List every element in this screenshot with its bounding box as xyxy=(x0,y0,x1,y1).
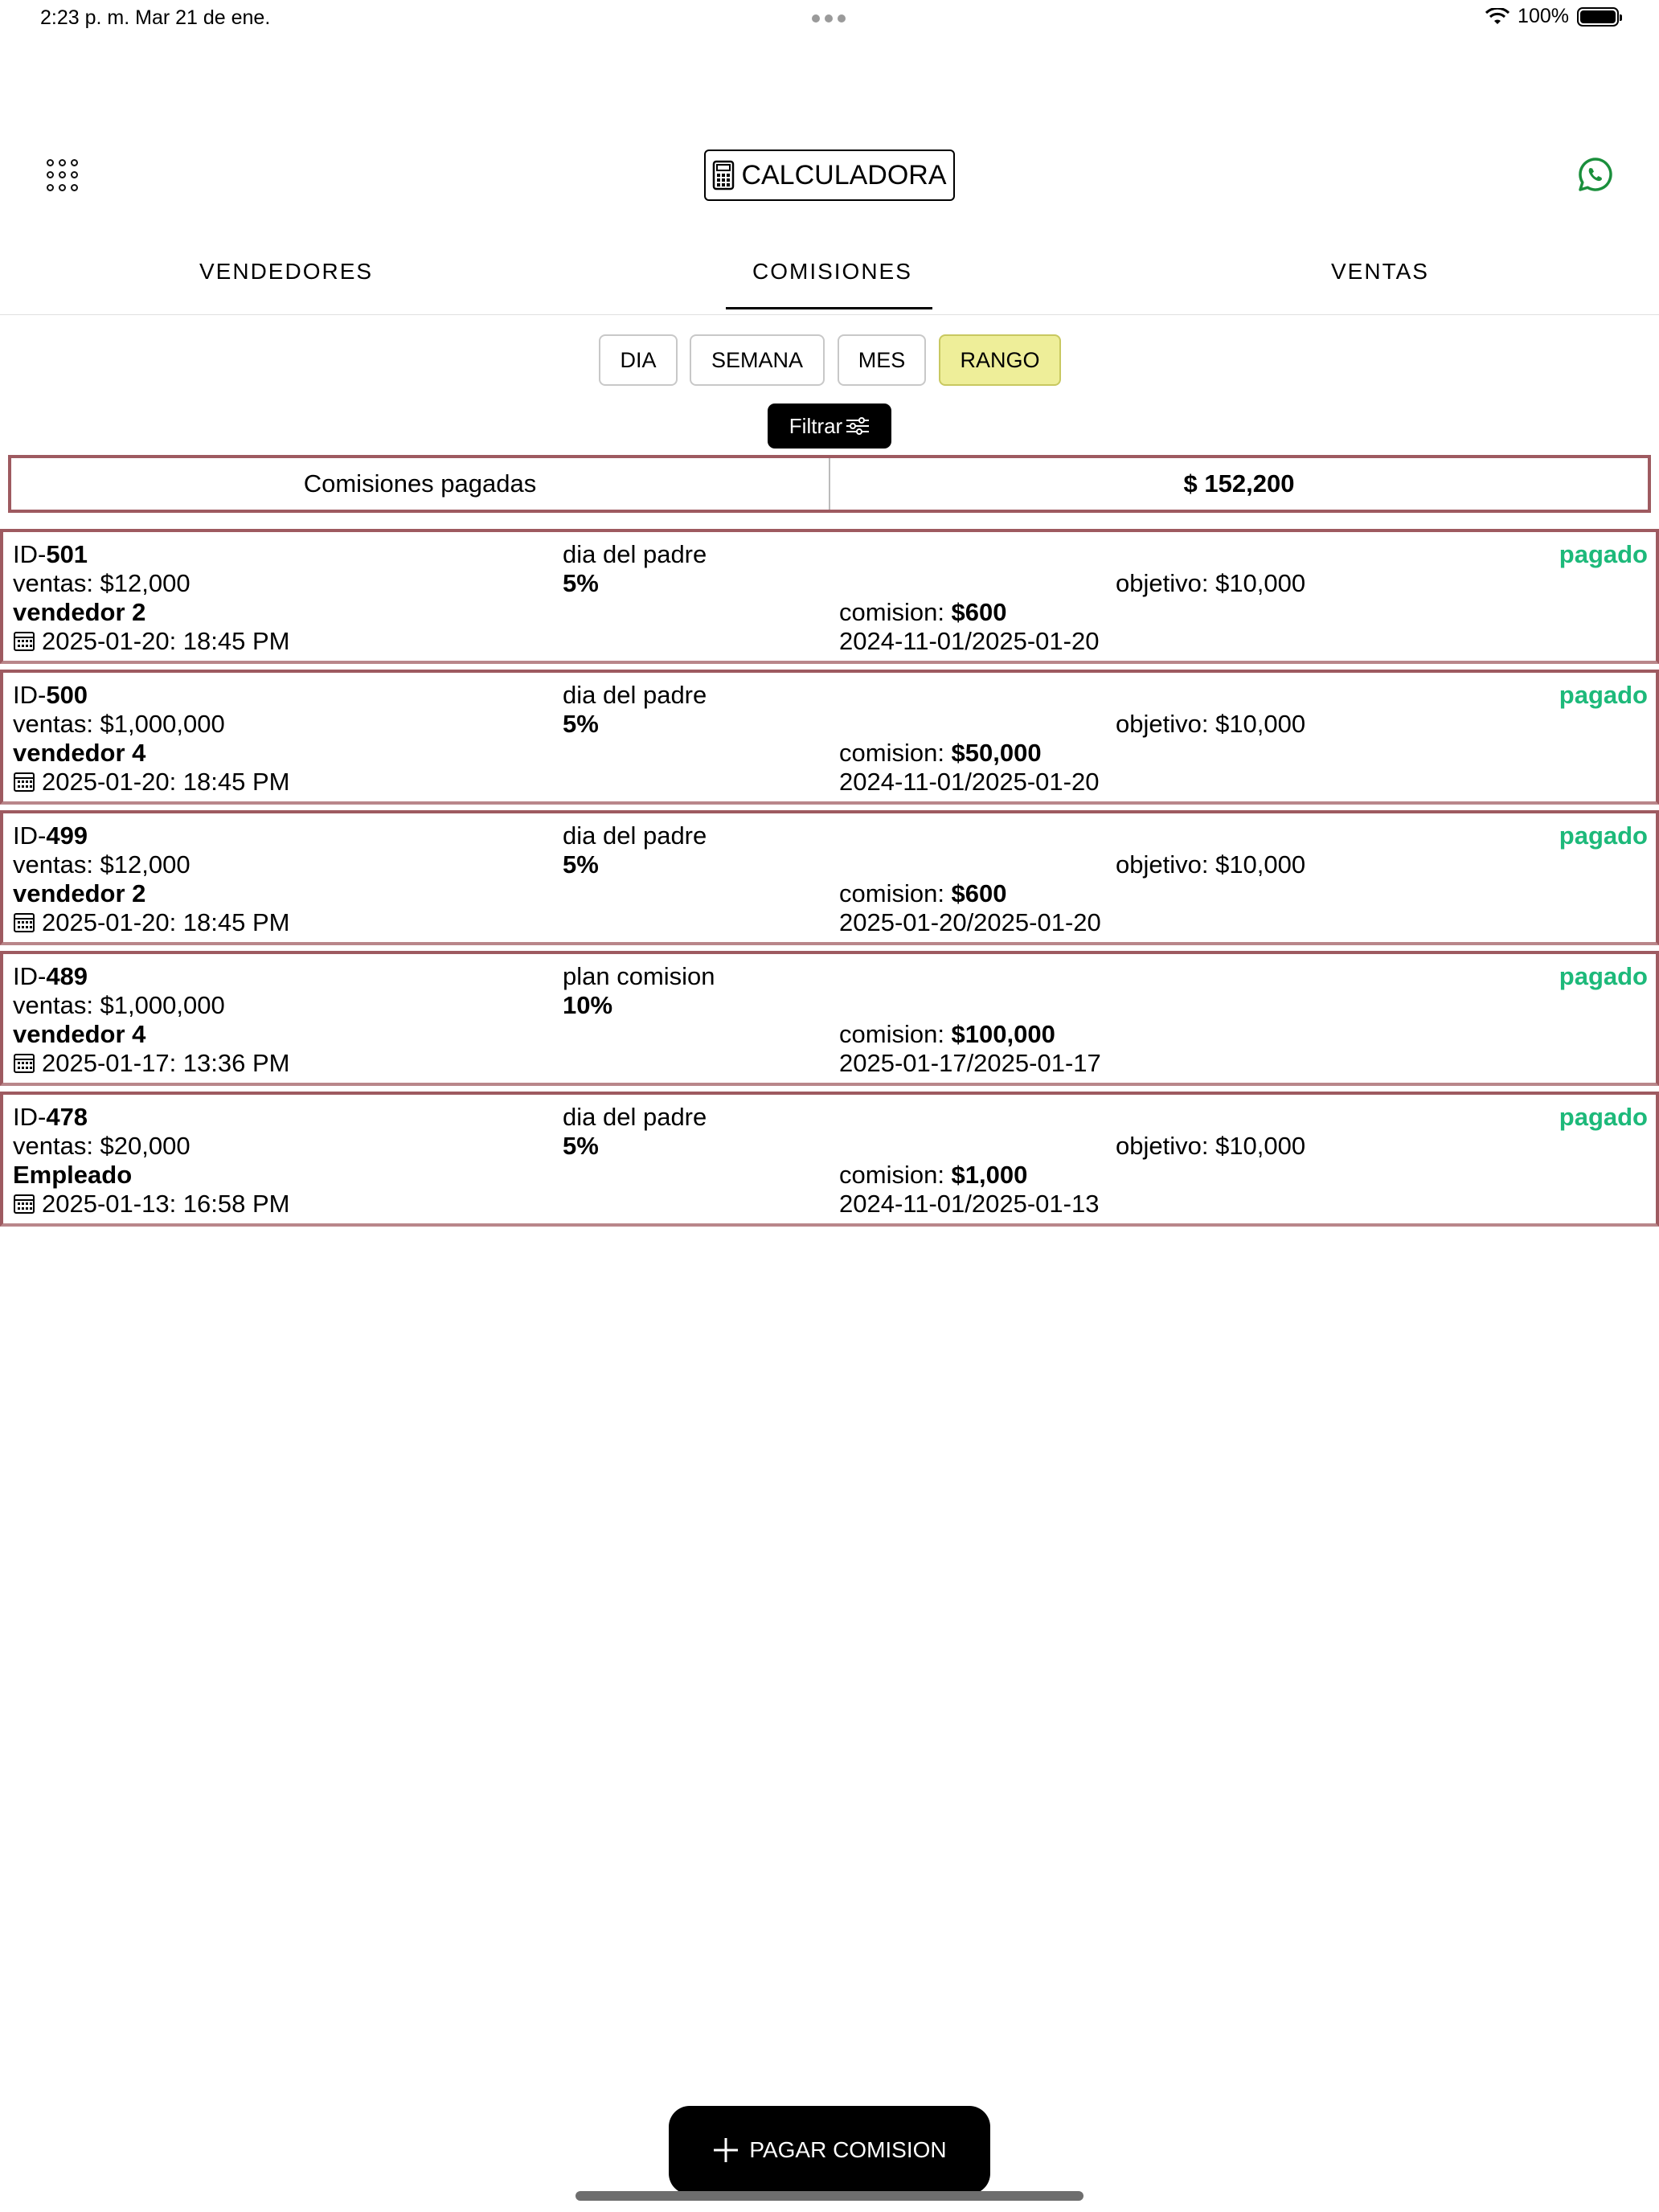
objective-amount: objetivo: $10,000 xyxy=(1116,710,1306,738)
period-rango-button[interactable]: RANGO xyxy=(939,334,1061,386)
seller-name: vendedor 4 xyxy=(13,1020,146,1048)
status-badge: pagado xyxy=(1559,821,1648,850)
whatsapp-icon[interactable] xyxy=(1577,156,1614,193)
date-text: 2025-01-20: 18:45 PM xyxy=(42,627,290,655)
calendar-icon xyxy=(13,629,35,652)
date-range: 2024-11-01/2025-01-20 xyxy=(839,627,1100,655)
seller-name: vendedor 2 xyxy=(13,879,146,907)
calculator-button[interactable] xyxy=(704,150,955,201)
status-bar xyxy=(0,0,1659,40)
period-selector xyxy=(0,334,1659,386)
commission-card[interactable] xyxy=(0,1092,1659,1227)
commission-id xyxy=(13,962,290,991)
id-number: 489 xyxy=(46,962,88,990)
tab-vendedores[interactable]: VENDEDORES xyxy=(199,259,374,284)
commission-amount xyxy=(839,739,1099,797)
commission-value: $600 xyxy=(951,598,1007,626)
commission-id xyxy=(13,681,290,710)
active-tab-indicator xyxy=(726,307,932,309)
commission-label: comision: xyxy=(839,739,952,767)
commission-list xyxy=(0,529,1659,1232)
commission-card[interactable] xyxy=(0,810,1659,945)
commission-value: $100,000 xyxy=(951,1020,1055,1048)
id-number: 500 xyxy=(46,681,88,709)
commission-label: comision: xyxy=(839,879,952,907)
plus-icon xyxy=(712,2136,739,2164)
header xyxy=(0,121,1659,233)
commissions-summary xyxy=(8,455,1651,513)
plan-percent: 5% xyxy=(563,569,599,597)
calendar-icon xyxy=(13,770,35,793)
calendar-icon xyxy=(13,1051,35,1074)
commission-info xyxy=(13,1103,290,1219)
commission-amount xyxy=(839,879,1101,937)
status-right xyxy=(1485,5,1619,28)
sales-amount: ventas: $20,000 xyxy=(13,1132,190,1160)
commission-id xyxy=(13,1103,290,1132)
id-prefix: ID- xyxy=(13,1103,47,1131)
plan-name: dia del padre xyxy=(563,681,707,709)
tab-comisiones[interactable]: COMISIONES xyxy=(752,259,912,284)
summary-total: $ 152,200 xyxy=(829,458,1648,510)
status-badge: pagado xyxy=(1559,681,1648,709)
seller-name: vendedor 4 xyxy=(13,739,146,767)
commission-amount xyxy=(839,1161,1099,1219)
period-mes-button[interactable]: MES xyxy=(838,334,926,386)
commission-amount xyxy=(839,1020,1101,1078)
commission-id xyxy=(13,540,290,569)
home-indicator xyxy=(576,2191,1083,2201)
plan-name: dia del padre xyxy=(563,540,707,568)
plan-percent: 5% xyxy=(563,710,599,738)
date-text: 2025-01-20: 18:45 PM xyxy=(42,908,290,936)
sliders-icon xyxy=(846,416,870,436)
commission-value: $600 xyxy=(951,879,1007,907)
commission-info xyxy=(13,962,290,1078)
pay-commission-label: PAGAR COMISION xyxy=(749,2137,947,2162)
commission-value: $50,000 xyxy=(951,739,1042,767)
commission-id xyxy=(13,821,290,850)
commission-plan xyxy=(563,821,707,879)
multitask-dots-icon[interactable] xyxy=(812,14,846,23)
id-prefix: ID- xyxy=(13,962,47,990)
date-range: 2024-11-01/2025-01-13 xyxy=(839,1190,1100,1218)
filter-button[interactable] xyxy=(768,403,891,449)
status-badge: pagado xyxy=(1559,540,1648,568)
commission-amount xyxy=(839,598,1099,656)
plan-percent: 5% xyxy=(563,850,599,879)
status-time: 2:23 p. m. Mar 21 de ene. xyxy=(40,6,271,29)
battery-icon xyxy=(1577,7,1619,27)
sales-amount: ventas: $1,000,000 xyxy=(13,991,225,1019)
date-text: 2025-01-13: 16:58 PM xyxy=(42,1190,290,1218)
filter-label: Filtrar xyxy=(789,413,843,438)
tab-bar xyxy=(0,241,1659,315)
commission-label: comision: xyxy=(839,1020,952,1048)
id-prefix: ID- xyxy=(13,540,47,568)
commission-date xyxy=(13,768,290,797)
id-prefix: ID- xyxy=(13,821,47,850)
wifi-icon xyxy=(1485,8,1509,26)
id-number: 501 xyxy=(46,540,88,568)
battery-percent: 100% xyxy=(1518,5,1569,27)
objective-amount: objetivo: $10,000 xyxy=(1116,850,1306,879)
tab-ventas[interactable]: VENTAS xyxy=(1331,259,1429,284)
sales-amount: ventas: $12,000 xyxy=(13,569,190,597)
pay-commission-button[interactable] xyxy=(669,2106,990,2194)
date-range: 2025-01-17/2025-01-17 xyxy=(839,1049,1101,1077)
plan-percent: 5% xyxy=(563,1132,599,1160)
commission-date xyxy=(13,908,290,937)
commission-plan xyxy=(563,681,707,739)
commission-info xyxy=(13,821,290,937)
period-semana-button[interactable]: SEMANA xyxy=(690,334,825,386)
commission-date xyxy=(13,1190,290,1219)
commission-date xyxy=(13,1049,290,1078)
calendar-icon xyxy=(13,1192,35,1215)
plan-name: plan comision xyxy=(563,962,715,990)
commission-value: $1,000 xyxy=(951,1161,1028,1189)
status-badge: pagado xyxy=(1559,1103,1648,1131)
period-dia-button[interactable]: DIA xyxy=(599,334,678,386)
apps-grid-icon[interactable] xyxy=(47,159,79,191)
commission-info xyxy=(13,540,290,656)
sales-amount: ventas: $1,000,000 xyxy=(13,710,225,738)
date-text: 2025-01-17: 13:36 PM xyxy=(42,1049,290,1077)
plan-name: dia del padre xyxy=(563,821,707,850)
objective-amount: objetivo: $10,000 xyxy=(1116,569,1306,597)
plan-percent: 10% xyxy=(563,991,613,1019)
commission-plan xyxy=(563,540,707,598)
plan-name: dia del padre xyxy=(563,1103,707,1131)
commission-card[interactable] xyxy=(0,529,1659,664)
date-range: 2025-01-20/2025-01-20 xyxy=(839,908,1101,936)
calculator-label: CALCULADORA xyxy=(741,159,947,190)
objective-amount: objetivo: $10,000 xyxy=(1116,1132,1306,1160)
date-range: 2024-11-01/2025-01-20 xyxy=(839,768,1100,796)
seller-name: Empleado xyxy=(13,1161,133,1189)
commission-label: comision: xyxy=(839,598,952,626)
id-number: 499 xyxy=(46,821,88,850)
commission-date xyxy=(13,627,290,656)
calculator-icon xyxy=(712,160,735,190)
calendar-icon xyxy=(13,911,35,933)
commission-card[interactable] xyxy=(0,670,1659,805)
id-number: 478 xyxy=(46,1103,88,1131)
sales-amount: ventas: $12,000 xyxy=(13,850,190,879)
commission-plan xyxy=(563,1103,707,1161)
id-prefix: ID- xyxy=(13,681,47,709)
date-text: 2025-01-20: 18:45 PM xyxy=(42,768,290,796)
summary-label: Comisiones pagadas xyxy=(303,469,537,498)
commission-card[interactable] xyxy=(0,951,1659,1086)
commission-info xyxy=(13,681,290,797)
status-badge: pagado xyxy=(1559,962,1648,990)
commission-plan xyxy=(563,962,715,1020)
commission-label: comision: xyxy=(839,1161,952,1189)
seller-name: vendedor 2 xyxy=(13,598,146,626)
